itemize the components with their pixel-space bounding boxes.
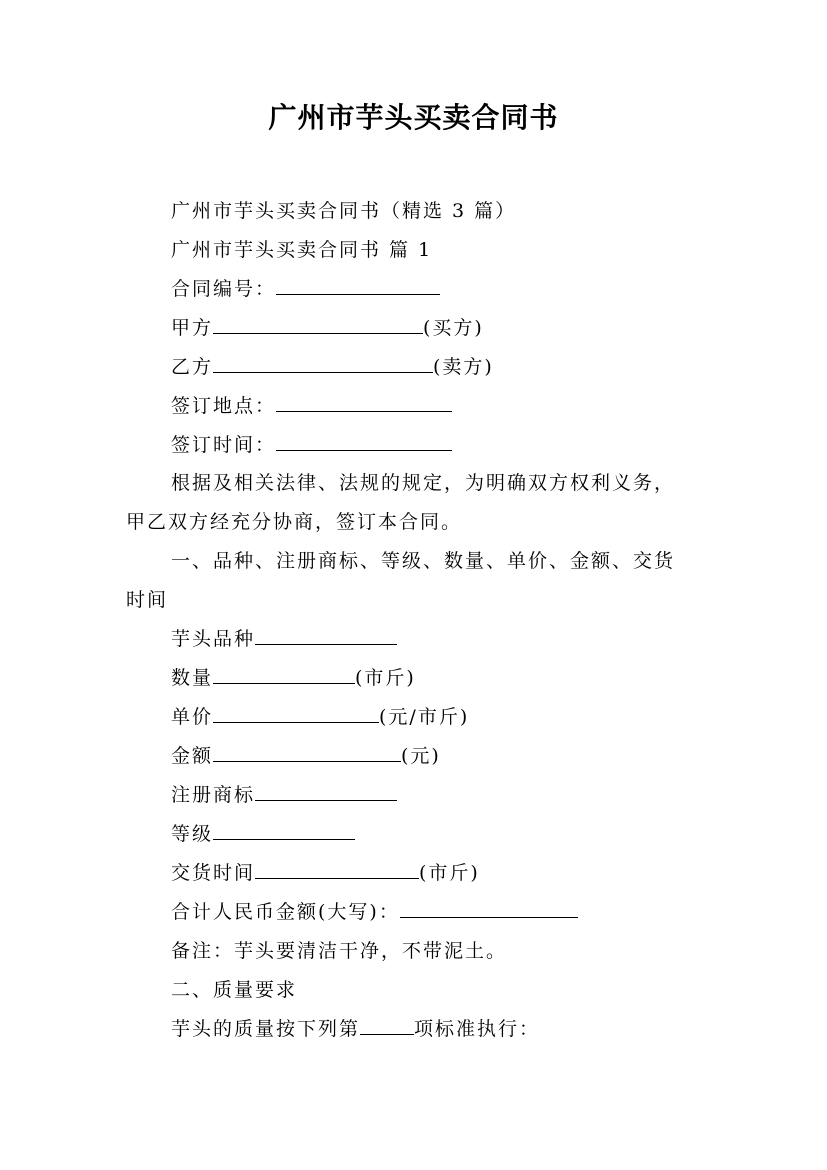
contract-number-label: 合同编号：	[171, 278, 277, 300]
variety-line	[171, 627, 397, 651]
quality-standard-line	[171, 1017, 540, 1041]
contract-number-blank[interactable]	[276, 278, 440, 295]
quality-standard-prefix: 芋头的质量按下列第	[171, 1018, 361, 1040]
amount-line	[171, 744, 441, 768]
party-b-line	[171, 355, 494, 379]
variety-label: 芋头品种	[171, 628, 256, 650]
sign-place-line	[171, 394, 452, 418]
clause-1-heading-line-2: 时间	[126, 589, 169, 611]
amount-blank[interactable]	[213, 745, 401, 762]
note-line: 备注：芋头要清洁干净，不带泥土。	[171, 940, 508, 962]
unit-price-label: 单价	[171, 706, 214, 728]
intro-paragraph-line-1: 根据及相关法律、法规的规定，为明确双方权利义务，	[171, 472, 676, 494]
party-b-label: 乙方	[171, 356, 214, 378]
party-a-suffix: (买方)	[423, 317, 484, 339]
total-amount-line	[171, 900, 578, 924]
trademark-blank[interactable]	[255, 784, 397, 801]
unit-price-suffix: (元/市斤)	[379, 706, 470, 728]
quantity-label: 数量	[171, 667, 214, 689]
sign-place-label: 签订地点：	[171, 395, 277, 417]
document-title: 广州市芋头买卖合同书	[268, 101, 559, 134]
amount-suffix: (元)	[401, 745, 441, 767]
intro-paragraph-line-2: 甲乙双方经充分协商，签订本合同。	[126, 511, 463, 533]
trademark-label: 注册商标	[171, 784, 256, 806]
section-heading: 广州市芋头买卖合同书 篇 1	[171, 239, 433, 261]
sign-time-label: 签订时间：	[171, 434, 277, 456]
delivery-time-suffix: (市斤)	[419, 862, 480, 884]
quantity-line	[171, 666, 416, 690]
party-a-line	[171, 316, 484, 340]
sign-time-line	[171, 433, 452, 457]
total-amount-blank[interactable]	[400, 901, 578, 918]
sign-place-blank[interactable]	[276, 395, 452, 412]
quantity-suffix: (市斤)	[355, 667, 416, 689]
contract-number-line	[171, 277, 440, 301]
grade-label: 等级	[171, 823, 214, 845]
subtitle: 广州市芋头买卖合同书（精选 3 篇）	[171, 200, 517, 222]
variety-blank[interactable]	[255, 628, 397, 645]
unit-price-line	[171, 705, 469, 729]
delivery-time-line	[171, 861, 480, 885]
total-amount-label: 合计人民币金额(大写)：	[171, 901, 400, 923]
party-b-suffix: (卖方)	[433, 356, 494, 378]
party-b-blank[interactable]	[213, 356, 433, 373]
party-a-label: 甲方	[171, 317, 214, 339]
grade-line	[171, 822, 355, 846]
unit-price-blank[interactable]	[213, 706, 379, 723]
party-a-blank[interactable]	[213, 317, 423, 334]
sign-time-blank[interactable]	[276, 434, 452, 451]
trademark-line	[171, 783, 397, 807]
delivery-time-blank[interactable]	[255, 862, 419, 879]
quantity-blank[interactable]	[213, 667, 355, 684]
clause-1-heading-line-1: 一、品种、注册商标、等级、数量、单价、金额、交货	[171, 550, 676, 572]
delivery-time-label: 交货时间	[171, 862, 256, 884]
quality-standard-suffix: 项标准执行：	[414, 1018, 541, 1040]
amount-label: 金额	[171, 745, 214, 767]
quality-standard-blank[interactable]	[360, 1018, 414, 1035]
grade-blank[interactable]	[213, 823, 355, 840]
clause-2-heading: 二、质量要求	[171, 979, 298, 1001]
